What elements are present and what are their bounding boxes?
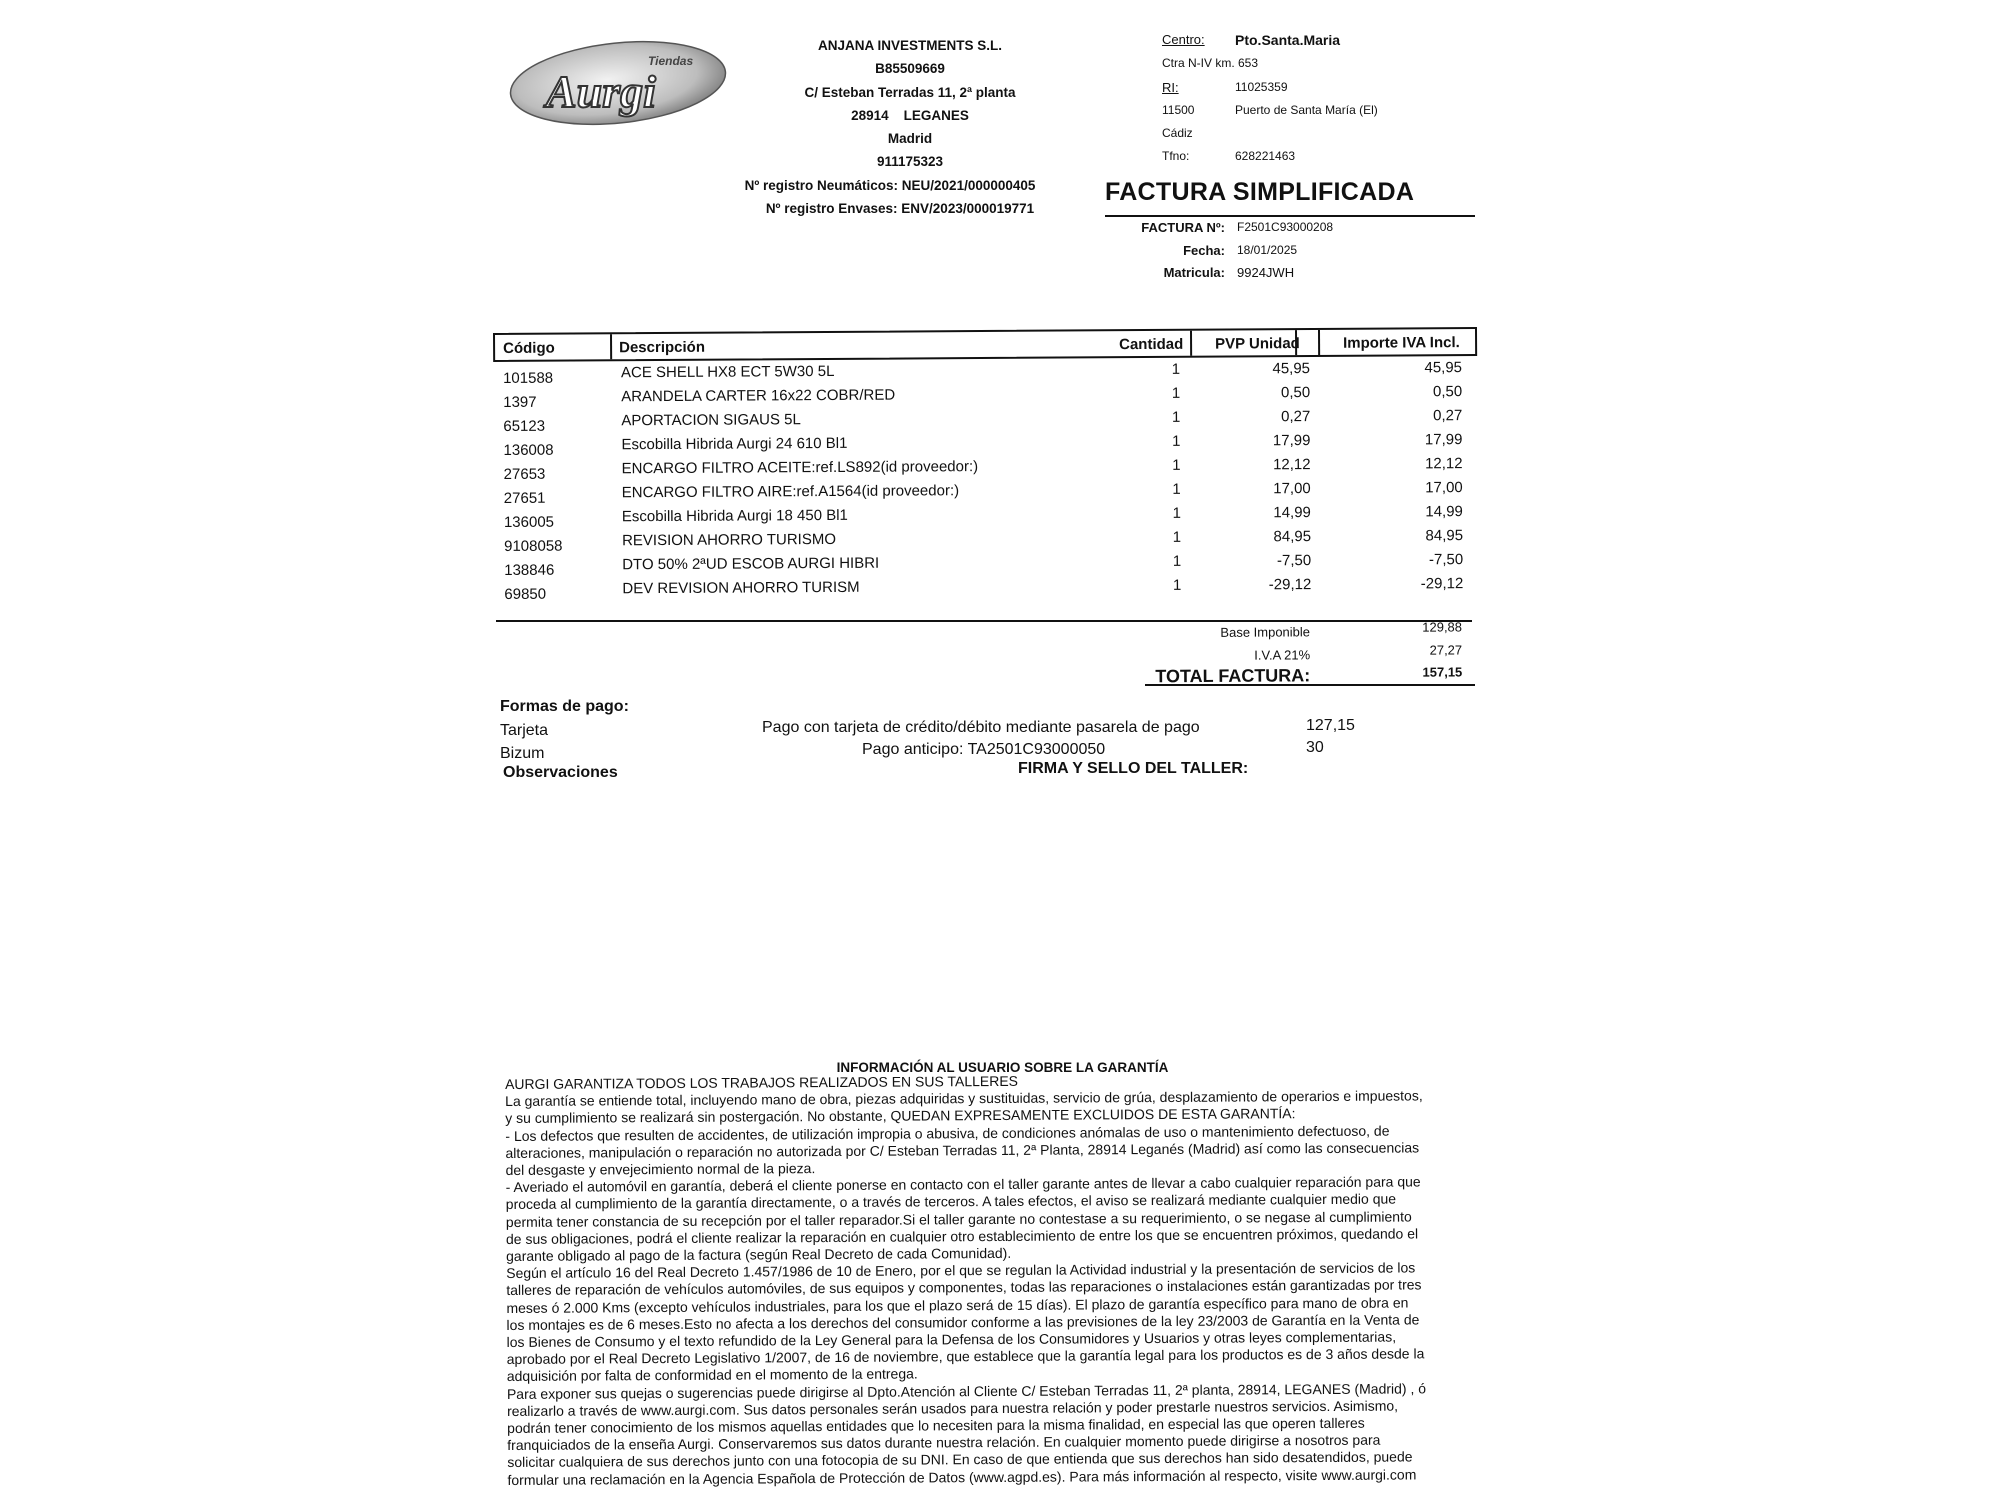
- item-code: 1397: [503, 393, 537, 411]
- item-unit-price: -7,50: [1276, 552, 1312, 570]
- warranty-text: [505, 1070, 1513, 1489]
- warranty-line: y su cumplimiento se realizará sin postergación. No obstante, QUEDAN EXPRESAMENTE EXCLUIDOS DE ESTA GARANTÍA:: [505, 1105, 1296, 1127]
- total-label: TOTAL FACTURA:: [1155, 665, 1311, 687]
- warranty-line: - Averiado el automóvil en garantía, deberá el cliente ponerse en contacto con el taller garante antes de llevar a cabo cualquier reparación para que: [505, 1173, 1421, 1196]
- vat-label: I.V.A 21%: [1254, 647, 1311, 663]
- item-description: ACE SHELL HX8 ECT 5W30 5L: [620, 362, 835, 382]
- warranty-line: garante obligado al pago de la factura (según Real Decreto de cada Comunidad).: [506, 1244, 1012, 1265]
- item-quantity: 1: [1172, 552, 1182, 570]
- item-unit-price: 12,12: [1272, 456, 1311, 474]
- company-phone: 911175323: [876, 154, 944, 170]
- warranty-line: proceda al cumplimiento de la garantía directamente, o a través de terceros. A tales efectos, el aviso se realizará mediante cualquier medio que: [505, 1190, 1397, 1213]
- item-amount: -7,50: [1428, 551, 1464, 569]
- invoice-date: 18/01/2025: [1237, 243, 1298, 257]
- item-code: 138846: [504, 561, 555, 579]
- payment-detail: Pago anticipo: TA2501C93000050: [862, 741, 1106, 758]
- item-amount: 84,95: [1425, 527, 1464, 545]
- base-value: 129,88: [1422, 619, 1463, 635]
- centre-road: Ctra N-IV km. 653: [1162, 56, 1259, 70]
- item-amount: 0,50: [1432, 383, 1463, 401]
- payment-amount: 30: [1306, 739, 1324, 756]
- item-quantity: 1: [1172, 456, 1181, 474]
- item-code: 101588: [502, 369, 554, 387]
- centre-phone: 628221463: [1235, 149, 1296, 163]
- warranty-line: alteraciones, manipulación o reparación no autorizada por C/ Esteban Terradas 11, 2ª Planta, 28914 Leganés (Madrid) así como las consecuencias: [505, 1139, 1420, 1161]
- payment-detail: Pago con tarjeta de crédito/débito mediante pasarela de pago: [762, 719, 1200, 736]
- plate-value: 9924JWH: [1237, 265, 1295, 280]
- header-amount: Importe IVA Incl.: [1343, 334, 1460, 352]
- company-city: LEGANES: [903, 107, 969, 123]
- item-unit-price: 17,00: [1273, 480, 1311, 498]
- centre-label: Centro:: [1162, 32, 1205, 47]
- base-label: Base Imponible: [1220, 624, 1311, 640]
- item-amount: 0,27: [1433, 407, 1463, 425]
- svg-text:Aurgi: Aurgi: [546, 66, 656, 117]
- payment-amount: 127,15: [1306, 717, 1355, 734]
- centre-name: Pto.Santa.Maria: [1235, 32, 1341, 48]
- item-description: REVISION AHORRO TURISMO: [621, 530, 837, 550]
- warranty-line: meses ó 2.000 Kms (excepto vehículos industriales, para los que el plazo será de 15 días). El plazo de garantía específico para mano de obra en: [506, 1294, 1409, 1316]
- warranty-line: permita tener constancia de su recepción por el taller reparador.Si el taller garante no contestase a su requerimiento, o se negase al cumplimiento: [505, 1208, 1412, 1230]
- item-quantity: 1: [1172, 576, 1182, 594]
- tyre-registry: Nº registro Neumáticos: NEU/2021/000000405: [744, 177, 1036, 193]
- observations-label: Observaciones: [503, 764, 618, 781]
- item-description: ARANDELA CARTER 16x22 COBR/RED: [621, 386, 896, 406]
- item-description: ENCARGO FILTRO ACEITE:ref.LS892(id proveedor:): [621, 458, 979, 478]
- item-quantity: 1: [1172, 504, 1181, 522]
- company-postal-code: 28914: [851, 107, 889, 123]
- invoice-date-label: Fecha:: [1183, 243, 1225, 258]
- item-quantity: 1: [1172, 480, 1181, 498]
- warranty-line: los montajes es de 6 meses.Esto no afecta a los derechos del consumidor conforme a las previsiones de la ley 23/2003 de Garantía en la Venta de: [506, 1311, 1420, 1333]
- header-unit-price: PVP Unidad: [1215, 335, 1300, 353]
- item-unit-price: 17,99: [1272, 432, 1311, 450]
- item-quantity: 1: [1172, 528, 1182, 546]
- company-cif: B85509669: [875, 61, 945, 77]
- centre-postal-code: 11500: [1162, 103, 1195, 117]
- header-description: Descripción: [619, 338, 706, 357]
- warranty-line: podrán tener conocimiento de los mismos aquellas entidades que lo necesiten para la misma finalidad, en especial las que operen talleres: [507, 1414, 1365, 1437]
- item-description: APORTACION SIGAUS 5L: [621, 411, 801, 430]
- warranty-line: franquiciados de la enseña Aurgi. Conservaremos sus datos durante nuestra relación. En cualquier momento puede dirigirse a nosotros para: [507, 1431, 1381, 1454]
- ri-label: RI:: [1162, 80, 1179, 95]
- item-unit-price: 84,95: [1273, 528, 1312, 546]
- warranty-line: de sus obligaciones, podrá el cliente realizar la reparación en cualquier otro establecimiento de entre los que se encuentren próximos, quedando el: [505, 1225, 1419, 1247]
- item-code: 69850: [504, 585, 547, 603]
- total-value: 157,15: [1422, 664, 1463, 680]
- invoice-number-label: FACTURA Nº:: [1141, 220, 1225, 235]
- total-underline: [1145, 684, 1475, 686]
- warranty-line: aprobado por el Real Decreto Legislativo 1/2007, de 16 de noviembre, que establece que la garantía legal para los productos es de 3 años desde la: [506, 1345, 1425, 1368]
- item-code: 65123: [503, 417, 546, 435]
- item-description: Escobilla Hibrida Aurgi 24 610 Bl1: [621, 434, 848, 454]
- item-unit-price: 14,99: [1273, 504, 1311, 522]
- item-amount: -29,12: [1420, 575, 1464, 593]
- warranty-line: talleres de reparación de vehículos automóviles, de sus equipos y componentes, todas las reparaciones o instalaciones están garantizadas por tres: [506, 1276, 1422, 1299]
- invoice-number: F2501C93000208: [1237, 220, 1334, 234]
- warranty-title: INFORMACIÓN AL USUARIO SOBRE LA GARANTÍA: [836, 1060, 1169, 1075]
- ri-value: 11025359: [1235, 80, 1288, 94]
- item-code: 27653: [503, 465, 546, 483]
- payment-heading: Formas de pago:: [500, 698, 629, 715]
- warranty-line: del desgaste y envejecimiento normal de la pieza.: [505, 1160, 816, 1179]
- item-description: DEV REVISION AHORRO TURISM: [622, 578, 860, 598]
- item-description: Escobilla Hibrida Aurgi 18 450 Bl1: [621, 506, 848, 526]
- item-code: 27651: [503, 489, 546, 507]
- item-quantity: 1: [1171, 384, 1181, 402]
- item-amount: 17,99: [1424, 431, 1463, 449]
- vat-value: 27,27: [1429, 642, 1463, 658]
- warranty-line: Según el artículo 16 del Real Decreto 1.457/1986 de 10 de Enero, por el que se regulan la Actividad industrial y la presentación de servicios de los: [506, 1259, 1416, 1282]
- item-description: ENCARGO FILTRO AIRE:ref.A1564(id proveedor:): [621, 482, 960, 502]
- company-province: Madrid: [887, 131, 933, 147]
- company-name: ANJANA INVESTMENTS S.L.: [817, 38, 1003, 53]
- warranty-line: - Los defectos que resulten de accidentes, de utilización impropia o abusiva, de condiciones anómalas de uso o mantenimiento defectuoso, de: [505, 1122, 1390, 1144]
- item-unit-price: 0,50: [1280, 384, 1311, 402]
- invoice-title: FACTURA SIMPLIFICADA: [1105, 178, 1415, 206]
- item-unit-price: 0,27: [1281, 408, 1311, 426]
- totals: [0, 0, 2000, 707]
- centre-town: Puerto de Santa María (El): [1235, 103, 1378, 117]
- item-quantity: 1: [1171, 360, 1181, 378]
- item-quantity: 1: [1172, 432, 1181, 450]
- item-code: 9108058: [504, 537, 563, 555]
- item-amount: 45,95: [1424, 359, 1463, 377]
- payment-method: Tarjeta: [500, 722, 549, 739]
- header-quantity: Cantidad: [1119, 335, 1184, 354]
- centre-province: Cádiz: [1162, 126, 1193, 140]
- container-registry: Nº registro Envases: ENV/2023/000019771: [765, 201, 1035, 217]
- item-description: DTO 50% 2ªUD ESCOB AURGI HIBRI: [622, 554, 880, 574]
- company-address: C/ Esteban Terradas 11, 2ª planta: [804, 84, 1016, 100]
- warranty-line: adquisición por falta de conformidad en el momento de la entrega.: [506, 1365, 918, 1385]
- warranty-line: formular una reclamación en la Agencia Española de Protección de Datos (www.agpd.es). Para más información al respecto, visite www.aurgi.com: [507, 1466, 1417, 1488]
- signature-label: FIRMA Y SELLO DEL TALLER:: [1018, 760, 1249, 777]
- header-code: Código: [503, 339, 555, 357]
- item-amount: 17,00: [1425, 479, 1463, 497]
- payment-method: Bizum: [500, 745, 545, 762]
- warranty-line: AURGI GARANTIZA TODOS LOS TRABAJOS REALIZADOS EN SUS TALLERES: [505, 1072, 1019, 1092]
- item-unit-price: -29,12: [1268, 576, 1312, 594]
- warranty-line: solicitar cualquiera de sus derechos junto con una fotocopia de su DNI. En caso de que entienda que sus derechos han sido desatendidos, puede: [507, 1448, 1413, 1471]
- warranty-line: los Bienes de Consumo y el texto refundido de la Ley General para la Defensa de los Consumidores y Usuarios y otras leyes complementarias,: [506, 1328, 1397, 1351]
- item-code: 136008: [503, 441, 554, 459]
- item-unit-price: 45,95: [1272, 360, 1311, 378]
- plate-label: Matricula:: [1163, 265, 1225, 280]
- item-code: 136005: [503, 513, 555, 531]
- item-amount: 14,99: [1425, 503, 1463, 521]
- item-amount: 12,12: [1424, 455, 1463, 473]
- centre-phone-label: Tfno:: [1162, 149, 1190, 163]
- svg-text:Tiendas: Tiendas: [648, 54, 694, 68]
- warranty-line: Para exponer sus quejas o sugerencias puede dirigirse al Dpto.Atención al Cliente C/ Esteban Terradas 11, 2ª planta, 28914, LEGANES (Madrid) , ó: [506, 1380, 1427, 1402]
- warranty-line: La garantía se entiende total, incluyendo mano de obra, piezas adquiridas y sustituidas, servicio de grúa, desplazamiento de operarios e impuestos,: [505, 1087, 1423, 1110]
- item-quantity: 1: [1171, 408, 1181, 426]
- warranty-line: realizarlo a través de www.aurgi.com. Sus datos personales serán usados para nuestra relación y poder prestarle nuestros servicios. Asimismo,: [506, 1397, 1399, 1419]
